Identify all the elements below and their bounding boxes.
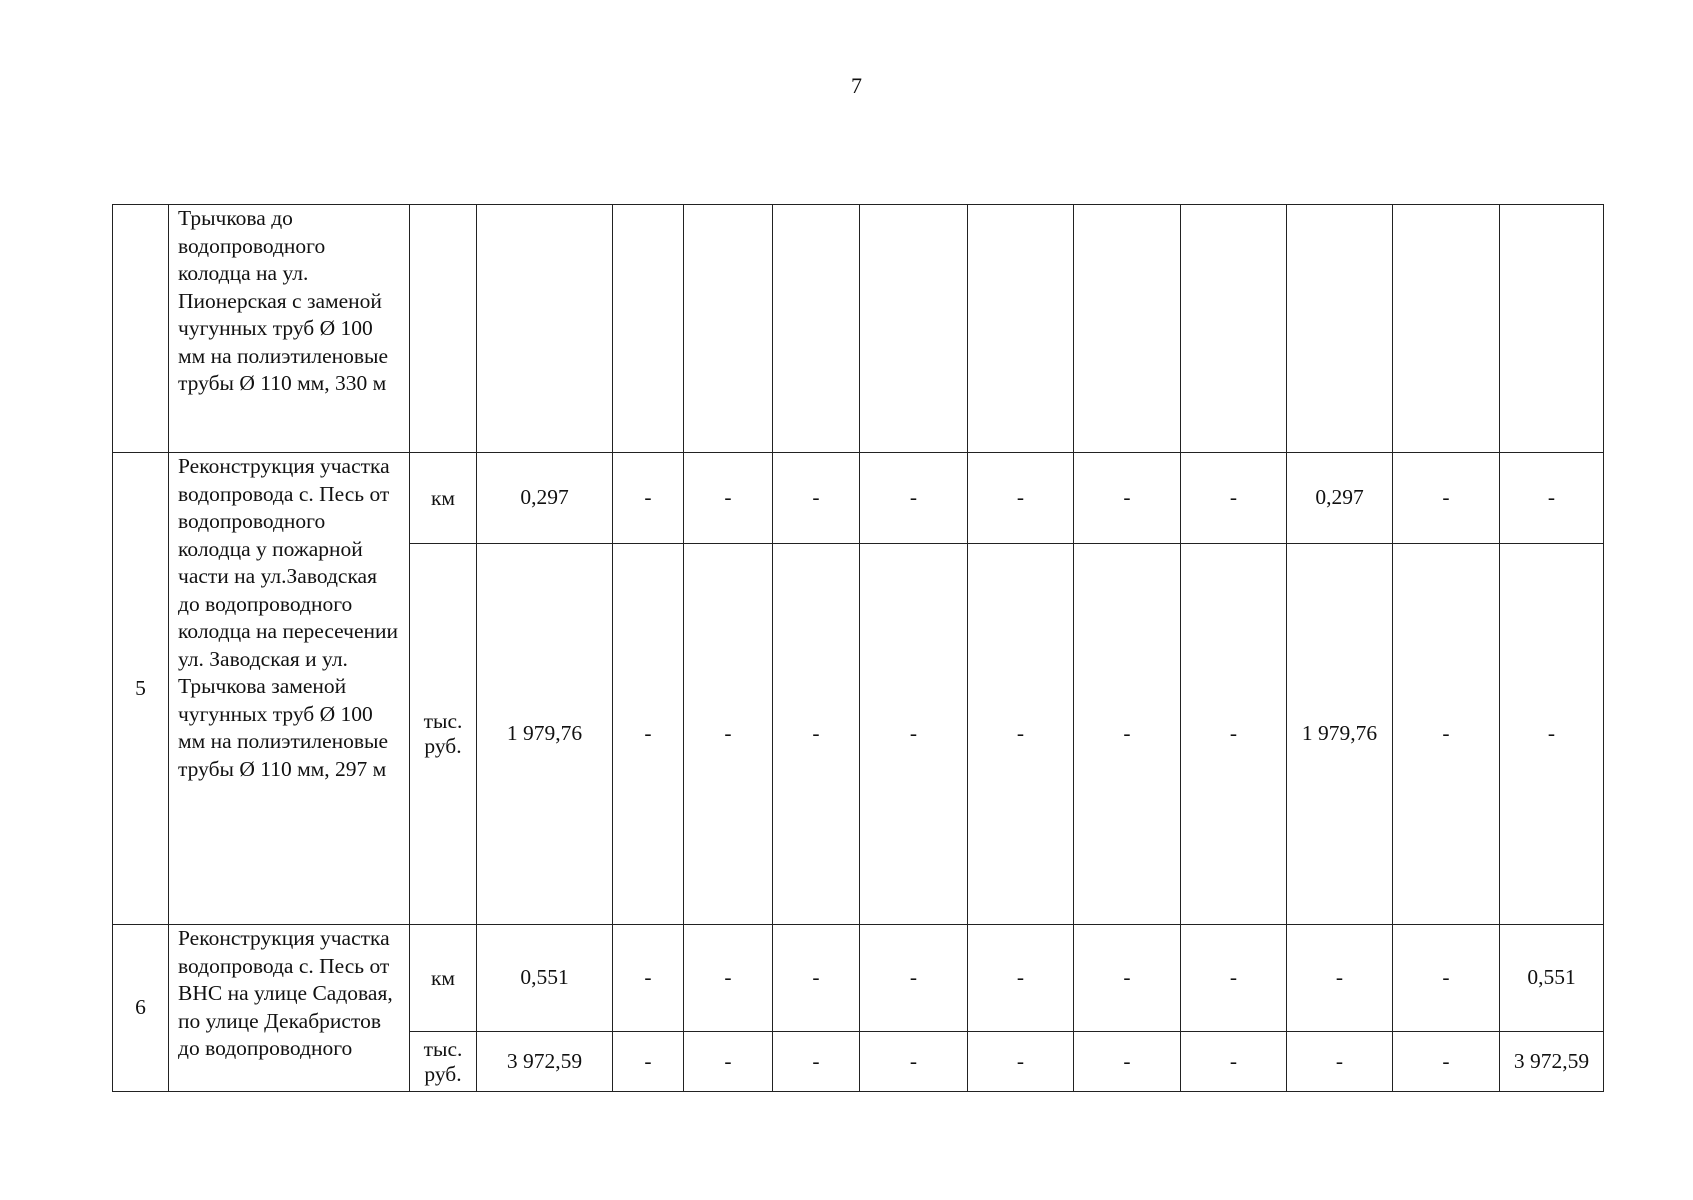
year-cell bbox=[1500, 205, 1604, 453]
investment-table bbox=[112, 204, 1604, 1092]
year-cell: - bbox=[968, 453, 1074, 544]
year-cell: - bbox=[1181, 1032, 1287, 1092]
year-cell: - bbox=[684, 453, 773, 544]
year-cell: 0,551 bbox=[1500, 925, 1604, 1032]
year-cell bbox=[773, 205, 860, 453]
total-cell: 3 972,59 bbox=[477, 1032, 613, 1092]
year-cell: - bbox=[1074, 453, 1181, 544]
year-cell: - bbox=[1393, 453, 1500, 544]
total-cell: 0,551 bbox=[477, 925, 613, 1032]
table-row bbox=[113, 925, 1604, 1032]
table-row bbox=[113, 205, 1604, 453]
year-cell: 3 972,59 bbox=[1500, 1032, 1604, 1092]
row-description: Реконструкция участка водопровода с. Песь от ВНС на улице Садовая, по улице Декабристов до водопроводного bbox=[169, 925, 410, 1092]
year-cell: 0,297 bbox=[1287, 453, 1393, 544]
year-cell: - bbox=[1287, 925, 1393, 1032]
row-number bbox=[113, 205, 169, 453]
year-cell: - bbox=[1074, 1032, 1181, 1092]
unit-cell bbox=[410, 205, 477, 453]
year-cell bbox=[1287, 205, 1393, 453]
year-cell: - bbox=[860, 925, 968, 1032]
year-cell: - bbox=[1074, 544, 1181, 925]
row-number: 6 bbox=[113, 925, 169, 1092]
year-cell: - bbox=[684, 925, 773, 1032]
year-cell bbox=[1181, 205, 1287, 453]
year-cell: - bbox=[860, 453, 968, 544]
year-cell: - bbox=[773, 453, 860, 544]
year-cell bbox=[1393, 205, 1500, 453]
year-cell: - bbox=[1500, 544, 1604, 925]
total-cell: 0,297 bbox=[477, 453, 613, 544]
year-cell: - bbox=[968, 925, 1074, 1032]
year-cell: 1 979,76 bbox=[1287, 544, 1393, 925]
year-cell: - bbox=[613, 544, 684, 925]
unit-cell: км bbox=[410, 925, 477, 1032]
year-cell: - bbox=[1181, 544, 1287, 925]
year-cell: - bbox=[613, 925, 684, 1032]
total-cell bbox=[477, 205, 613, 453]
row-description: Реконструкция участка водопровода с. Песь от водопроводного колодца у пожарной части на ул.Заводская до водопроводного колодца на пересечении ул. Заводская и ул. Трычкова заменой чугунных труб Ø 100 мм на полиэтиленовые трубы Ø 110 мм, 297 м bbox=[169, 453, 410, 925]
year-cell: - bbox=[860, 544, 968, 925]
page-number: 7 bbox=[851, 73, 862, 98]
year-cell: - bbox=[684, 544, 773, 925]
year-cell: - bbox=[1393, 544, 1500, 925]
year-cell: - bbox=[1393, 1032, 1500, 1092]
year-cell: - bbox=[684, 1032, 773, 1092]
year-cell: - bbox=[1074, 925, 1181, 1032]
year-cell bbox=[684, 205, 773, 453]
total-cell: 1 979,76 bbox=[477, 544, 613, 925]
year-cell: - bbox=[613, 1032, 684, 1092]
year-cell: - bbox=[1181, 925, 1287, 1032]
year-cell bbox=[613, 205, 684, 453]
year-cell: - bbox=[773, 925, 860, 1032]
year-cell: - bbox=[1393, 925, 1500, 1032]
year-cell: - bbox=[773, 544, 860, 925]
year-cell: - bbox=[1181, 453, 1287, 544]
year-cell: - bbox=[773, 1032, 860, 1092]
unit-cell: км bbox=[410, 453, 477, 544]
year-cell: - bbox=[968, 1032, 1074, 1092]
year-cell bbox=[1074, 205, 1181, 453]
year-cell: - bbox=[613, 453, 684, 544]
unit-cell: тыс. руб. bbox=[410, 1032, 477, 1092]
year-cell: - bbox=[1287, 1032, 1393, 1092]
row-description: Трычкова до водопроводного колодца на ул. Пионерская с заменой чугунных труб Ø 100 мм на полиэтиленовые трубы Ø 110 мм, 330 м bbox=[169, 205, 410, 453]
row-number: 5 bbox=[113, 453, 169, 925]
year-cell bbox=[860, 205, 968, 453]
unit-cell: тыс. руб. bbox=[410, 544, 477, 925]
year-cell: - bbox=[968, 544, 1074, 925]
table-row bbox=[113, 453, 1604, 544]
year-cell: - bbox=[860, 1032, 968, 1092]
year-cell: - bbox=[1500, 453, 1604, 544]
year-cell bbox=[968, 205, 1074, 453]
